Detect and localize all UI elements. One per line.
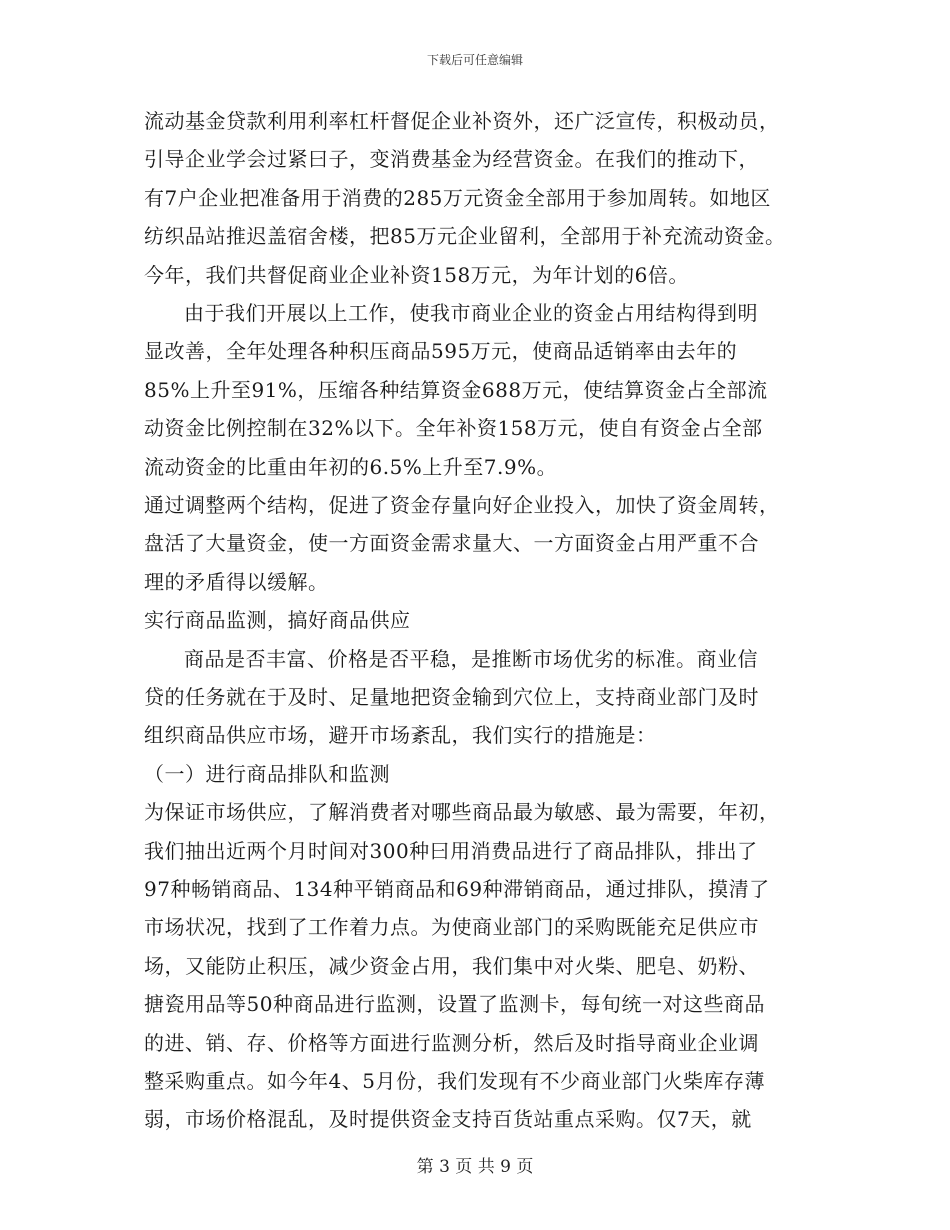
text-line: 商品是否丰富、价格是否平稳，是推断市场优劣的标准。商业信 <box>184 646 758 671</box>
text-line: 弱，市场价格混乱，及时提供资金支持百货站重点采购。仅7天，就 <box>144 1107 752 1132</box>
text-line: 组织商品供应市场，避开市场紊乱，我们实行的措施是： <box>144 723 657 748</box>
text-line: 通过调整两个结构，促进了资金存量向好企业投入，加快了资金周转， <box>144 493 780 517</box>
text-line: 实行商品监测，搞好商品供应 <box>144 608 411 633</box>
text-line: 有7户企业把准备用于消费的285万元资金全部用于参加周转。如地区 <box>144 185 771 210</box>
text-line: （一）进行商品排队和监测 <box>144 761 390 786</box>
text-line: 的进、销、存、价格等方面进行监测分析，然后及时指导商业企业调 <box>144 1030 759 1055</box>
text-line: 显改善，全年处理各种积压商品595万元，使商品适销率由去年的 <box>144 339 738 364</box>
text-line: 引导企业学会过紧曰子，变消费基金为经营资金。在我们的推动下， <box>144 147 759 172</box>
text-line: 市场状况，找到了工作着力点。为使商业部门的采购既能充足供应市 <box>144 915 759 940</box>
text-line: 今年，我们共督促商业企业补资158万元，为年计划的6倍。 <box>144 262 689 287</box>
text-line: 流动资金的比重由年初的6.5%上升至7.9%。 <box>144 454 558 479</box>
text-line: 85%上升至91%，压缩各种结算资金688万元，使结算资金占全部流 <box>144 377 768 402</box>
page-number-footer: 第 3 页 共 9 页 <box>416 1157 534 1177</box>
text-line: 纺织品站推迟盖宿舍楼，把85万元企业留利，全部用于补充流动资金。 <box>144 224 786 249</box>
text-line: 由于我们开展以上工作，使我市商业企业的资金占用结构得到明 <box>184 301 758 325</box>
text-line: 贷的任务就在于及时、足量地把资金输到穴位上，支持商业部门及时 <box>144 685 759 709</box>
text-line: 97种畅销商品、134种平销商品和69种滞销商品，通过排队，摸清了 <box>144 877 770 901</box>
text-line: 搪瓷用品等50种商品进行监测，设置了监测卡，每旬统一对这些商品 <box>144 992 765 1017</box>
text-line: 流动基金贷款利用利率杠杆督促企业补资外，还广泛宣传，积极动员， <box>144 109 780 133</box>
page-header: 下载后可任意编辑 <box>426 53 523 67</box>
text-line: 理的矛盾得以缓解。 <box>144 569 329 594</box>
text-line: 动资金比例控制在32%以下。全年补资158万元，使自有资金占全部 <box>144 416 763 441</box>
text-line: 为保证市场供应，了解消费者对哪些商品最为敏感、最为需要，年初， <box>144 800 780 825</box>
text-line: 盘活了大量资金，使一方面资金需求量大、一方面资金占用严重不合 <box>144 531 759 556</box>
text-line: 整采购重点。如今年4、5月份，我们发现有不少商业部门火柴库存薄 <box>144 1069 765 1093</box>
text-line: 我们抽出近两个月时间对300种曰用消费品进行了商品排队，排出了 <box>144 838 758 863</box>
text-line: 场，又能防止积压，减少资金占用，我们集中对火柴、肥皂、奶粉、 <box>144 953 759 978</box>
